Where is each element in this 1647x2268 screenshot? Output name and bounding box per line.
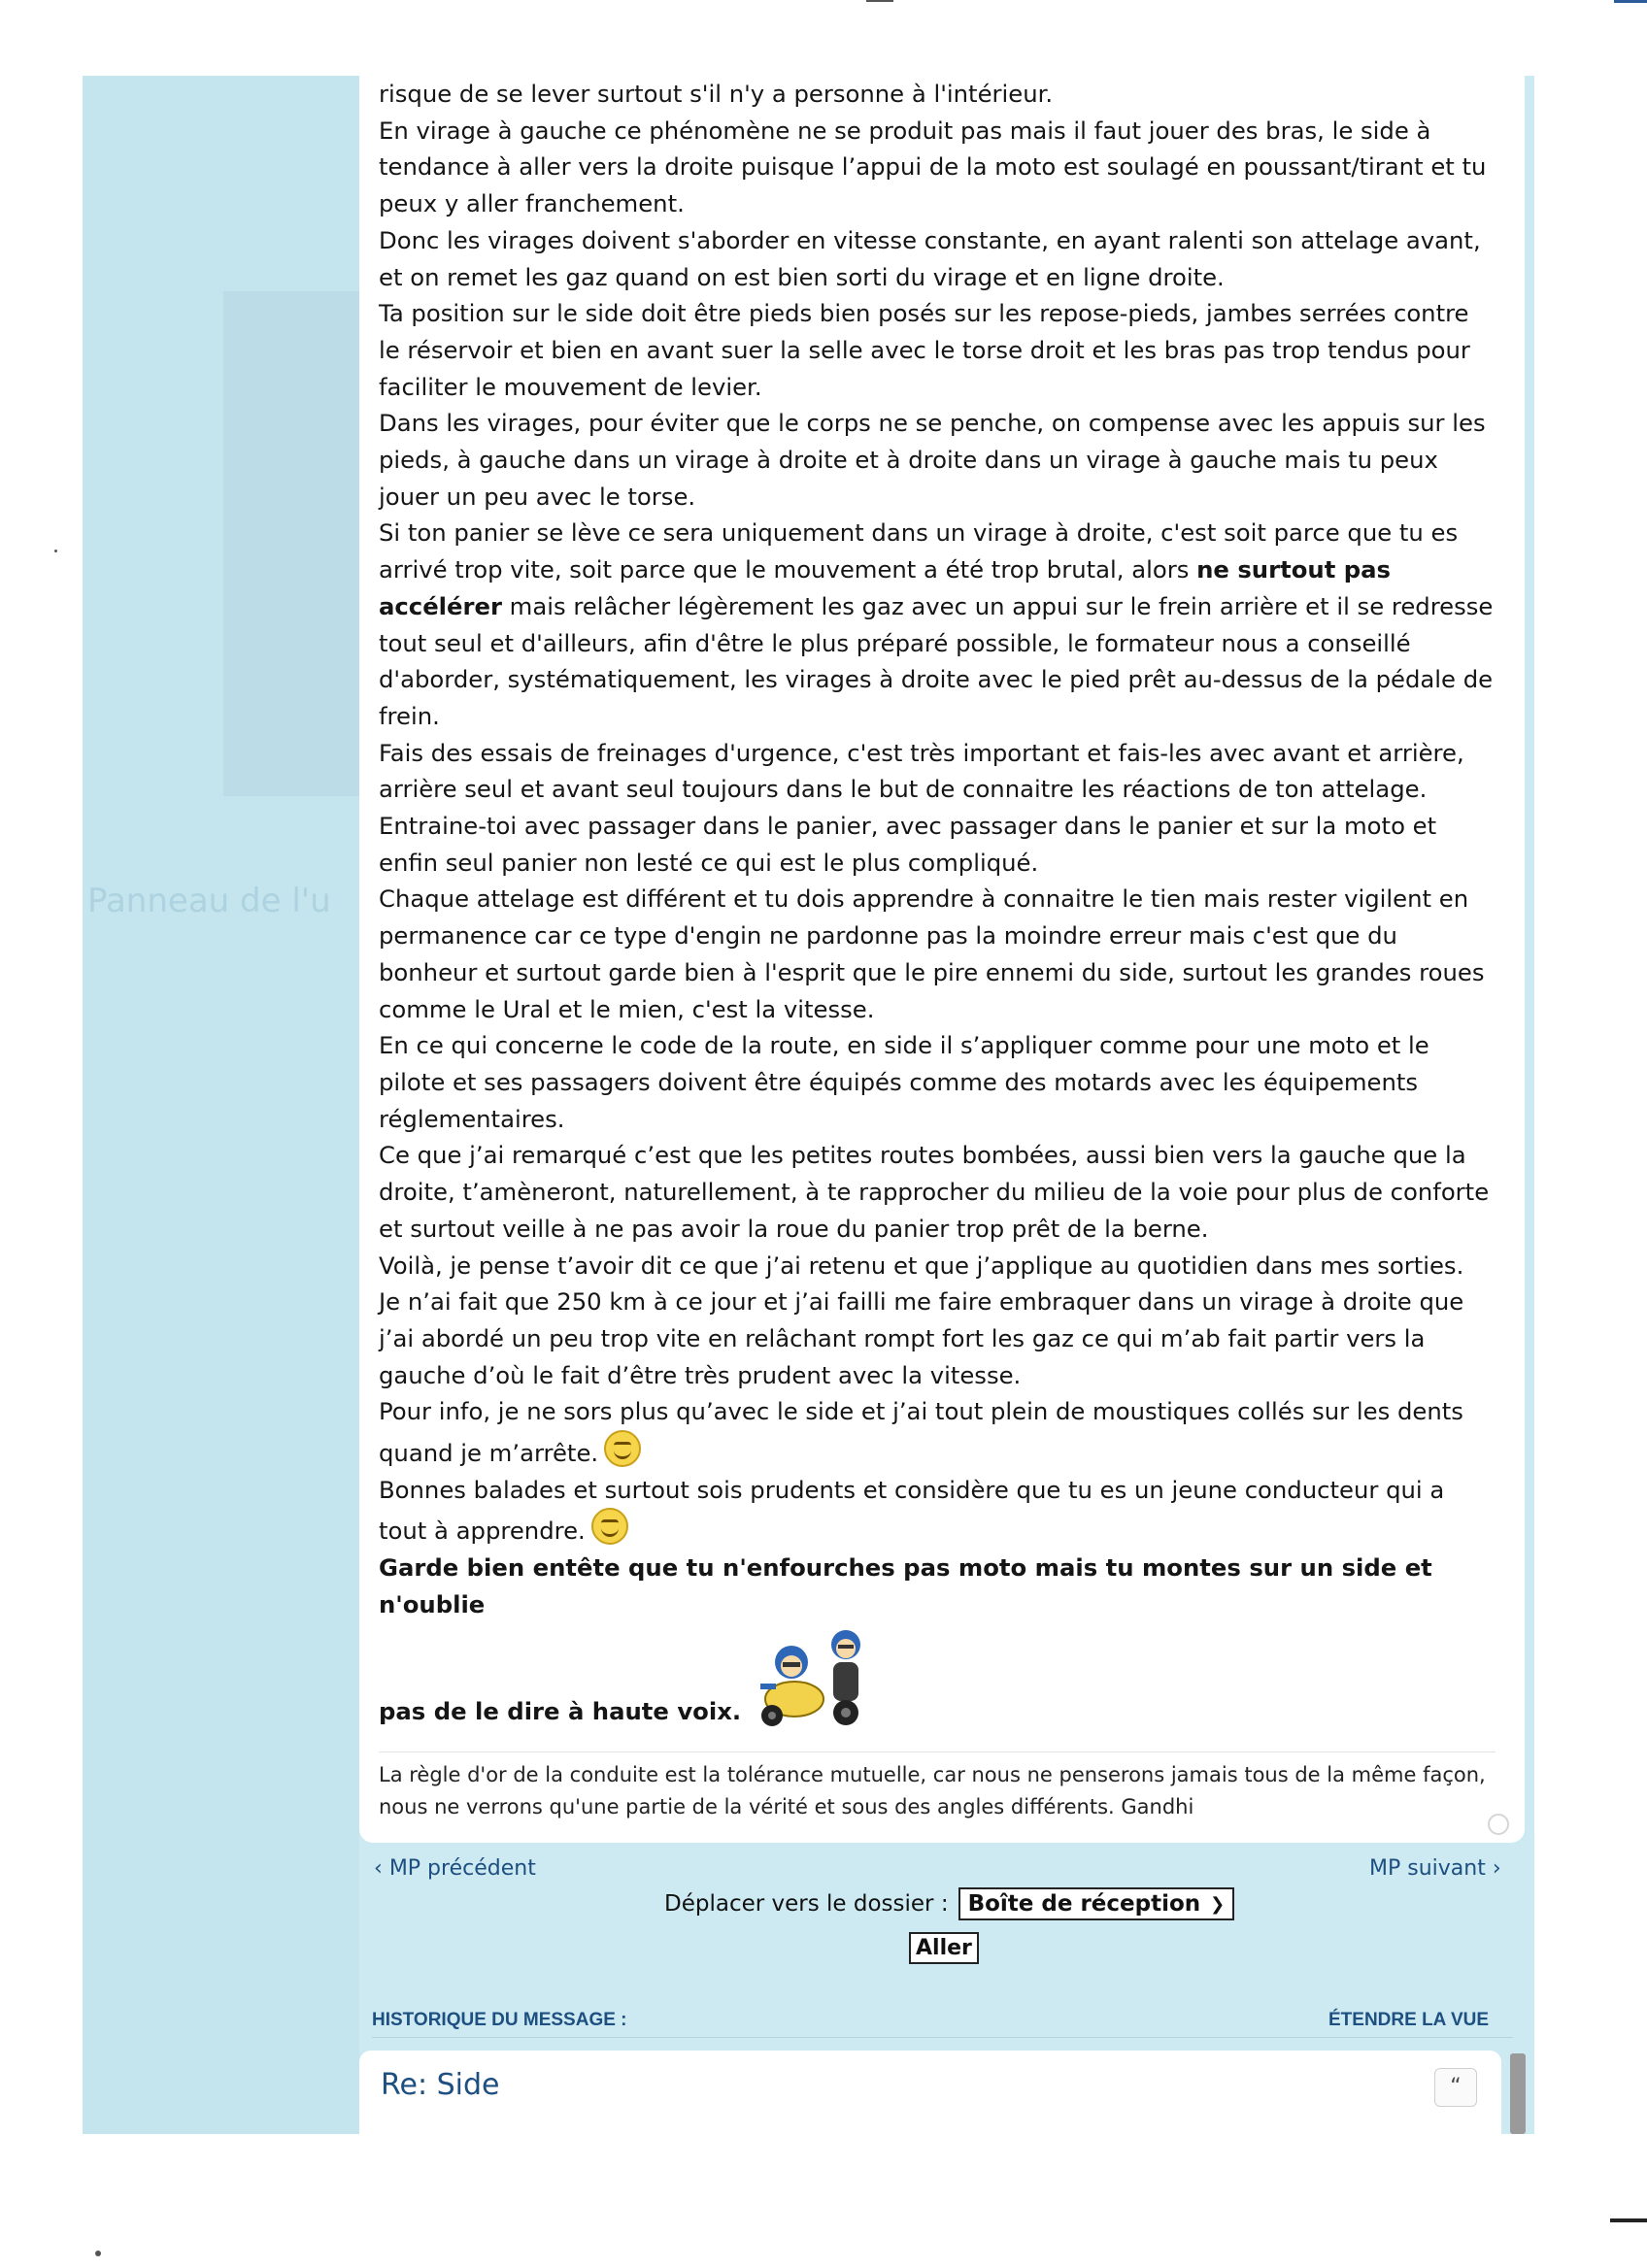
previous-message-link[interactable]: ‹ MP précédent	[374, 1856, 536, 1881]
quote-icon: “	[1450, 2075, 1462, 2099]
folder-select[interactable]: Boîte de réception ❯	[958, 1887, 1235, 1920]
scan-edge-mark	[1610, 2218, 1647, 2222]
move-to-folder-label: Déplacer vers le dossier :	[664, 1891, 949, 1917]
laughing-smiley-icon	[604, 1430, 641, 1467]
faded-sidebar-block	[223, 291, 359, 796]
post-paragraph: En ce qui concerne le code de la route, en side il s’appliquer comme pour une moto et le pilote et ses passagers doivent être équipés comme des motards avec les équipements réglementaires.	[379, 1031, 1429, 1133]
post-paragraph: Je n’ai fait que 250 km à ce jour et j’ai failli me faire embraquer dans un virage à droite que j’ai abordé un peu trop vite en relâchant rompt fort les gaz ce qui m’ab fait partir vers la gauche d’où le fait d’être très prudent avec la vitesse.	[379, 1287, 1464, 1389]
bold-closing-line: pas de le dire à haute voix.	[379, 1623, 1496, 1730]
scan-speck	[54, 550, 57, 552]
faded-panel-heading: Panneau de l'u	[87, 882, 331, 920]
history-separator	[372, 2037, 1513, 2038]
post-paragraph: risque de se lever surtout s'il n'y a personne à l'intérieur.	[379, 80, 1054, 108]
scan-edge-mark	[866, 0, 893, 2]
quote-button[interactable]	[1434, 2068, 1477, 2107]
wink-smiley-icon	[591, 1508, 628, 1545]
go-button[interactable]: Aller	[909, 1932, 979, 1964]
post-paragraph-brake: Si ton panier se lève ce sera uniquement dans un virage à droite, c'est soit parce que tu es arrivé trop vite, soit parce que le mouvement a été trop brutal, alors ne surtout pas accélérer mais relâcher légèrement les gaz avec un appui sur le frein arrière et il se redresse tout seul et d'ailleurs, afin d'être le plus préparé possible, le formateur nous a conseillé d'aborder, systématiquement, les virages à droite avec le pied prêt au-dessus de la pédale de frein.	[379, 518, 1494, 730]
expand-view-link[interactable]: ÉTENDRE LA VUE	[1328, 2010, 1490, 2030]
user-signature: La règle d'or de la conduite est la tolérance mutuelle, car nous ne penserons jamais tous de la même façon, nous ne verrons qu'une partie de la vérité et sous des angles différents. Gandhi	[379, 1763, 1486, 1818]
back-to-top-icon[interactable]	[1488, 1814, 1509, 1835]
chevron-right-icon: ›	[1492, 1856, 1501, 1881]
emphasis-text: ne surtout pas accélérer	[379, 555, 1392, 620]
post-paragraph-info: Pour info, je ne sors plus qu’avec le side et j’ai tout plein de moustiques collés sur les dents quand je m’arrête.	[379, 1397, 1463, 1468]
scan-edge-mark	[1614, 0, 1647, 3]
message-body	[379, 76, 1496, 1730]
history-message-card	[359, 2051, 1501, 2134]
post-paragraph: Donc les virages doivent s'aborder en vitesse constante, en ayant ralenti son attelage avant, et on remet les gaz quand on est bien sorti du virage et en ligne droite.	[379, 225, 1481, 291]
sidecar-riders-icon	[751, 1623, 882, 1730]
bold-advice-line: Garde bien entête que tu n'enfourches pas moto mais tu montes sur un side et n'oublie	[379, 1553, 1432, 1618]
signature-separator	[379, 1751, 1496, 1752]
history-message-title[interactable]: Re: Side	[381, 2068, 500, 2102]
post-paragraph: En virage à gauche ce phénomène ne se produit pas mais il faut jouer des bras, le side à tendance à aller vers la droite puisque l’appui de la moto est soulagé en poussant/tirant et tu peux y aller franchement.	[379, 116, 1487, 218]
chevron-down-icon: ❯	[1210, 1893, 1226, 1915]
post-paragraph: Dans les virages, pour éviter que le corps ne se penche, on compense avec les appuis sur les pieds, à gauche dans un virage à droite et à droite dans un virage à gauche mais tu peux jouer un peu avec le torse.	[379, 409, 1486, 511]
message-history-label: HISTORIQUE DU MESSAGE :	[372, 2010, 627, 2030]
post-paragraph: Entraine-toi avec passager dans le panier, avec passager dans le panier et sur la moto et enfin seul panier non lesté ce qui est le plus compliqué.	[379, 812, 1437, 877]
post-paragraph-balades: Bonnes balades et surtout sois prudents et considère que tu es un jeune conducteur qui a tout à apprendre.	[379, 1475, 1445, 1546]
post-paragraph: Ta position sur le side doit être pieds bien posés sur les repose-pieds, jambes serrées contre le réservoir et bien en avant suer la selle avec le torse droit et les bras pas trop tendus pour faciliter le mouvement de levier.	[379, 299, 1470, 401]
chevron-left-icon: ‹	[374, 1856, 383, 1881]
post-paragraph: Fais des essais de freinages d'urgence, c'est très important et fais-les avec avant et arrière, arrière seul et avant seul toujours dans le but de connaitre les réactions de ton attelage.	[379, 738, 1464, 804]
next-message-link[interactable]: MP suivant ›	[1369, 1856, 1501, 1881]
post-paragraph: Voilà, je pense t’avoir dit ce que j’ai retenu et que j’applique au quotidien dans mes sorties.	[379, 1251, 1464, 1280]
scan-speck	[95, 2251, 101, 2256]
move-to-folder-row	[664, 1887, 1234, 1920]
history-scrollbar[interactable]	[1510, 2053, 1526, 2134]
post-paragraph: Chaque attelage est différent et tu dois apprendre à connaitre le tien mais rester vigilent en permanence car ce type d'engin ne pardonne pas la moindre erreur mais c'est que du bonheur et surtout garde bien à l'esprit que le pire ennemi du side, surtout les grandes roues comme le Ural et le mien, c'est la vitesse.	[379, 884, 1485, 1023]
message-post	[359, 76, 1525, 1843]
post-paragraph: Ce que j’ai remarqué c’est que les petites routes bombées, aussi bien vers la gauche que la droite, t’amèneront, naturellement, à te rapprocher du milieu de la voie pour plus de conforte et surtout veille à ne pas avoir la roue du panier trop prêt de la berne.	[379, 1141, 1490, 1243]
